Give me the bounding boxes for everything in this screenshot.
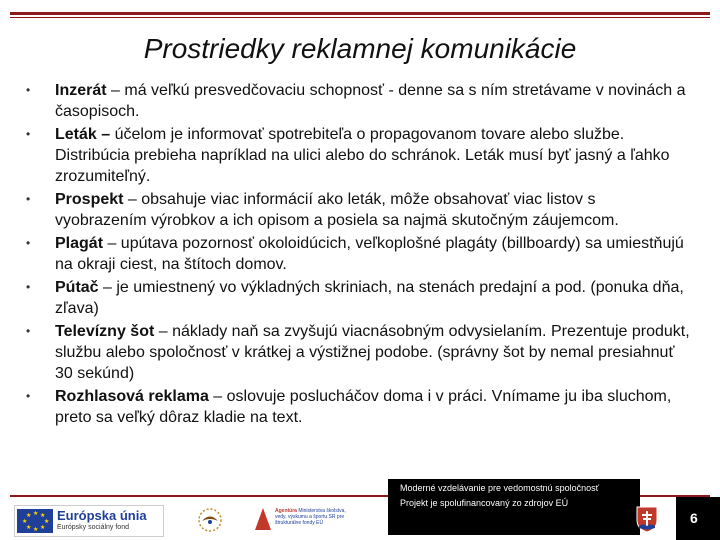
- agency-logo-icon: Agentúra Ministerstva školstva, vedy, výskumu a športu SR pre štrukturálne fondy EÚ: [255, 506, 347, 534]
- bullet-icon: •: [26, 389, 31, 403]
- item-text: – má veľkú presvedčovaciu schopnosť - denne sa s ním stretávame v novinách a časopisoch.: [55, 82, 686, 120]
- page-number-box: [676, 497, 720, 540]
- footer-note-line2: Projekt je spolufinancovaný zo zdrojov EÚ: [400, 498, 569, 508]
- bird-logo-icon: [180, 506, 240, 534]
- bullet-icon: •: [26, 280, 31, 294]
- item-term: Pútač: [55, 279, 99, 296]
- bullet-icon: •: [26, 127, 31, 141]
- footer-note: [400, 481, 599, 511]
- top-rule: [10, 12, 710, 15]
- item-text: – obsahuje viac informácií ako leták, môže obsahovať viac listov s vyobrazením výrobkov a ich opisom a posiela sa najmä skutočným záujemcom.: [55, 191, 619, 229]
- slide-title: Prostriedky reklamnej komunikácie: [143, 33, 577, 64]
- bullet-icon: •: [26, 83, 31, 97]
- eu-subtitle: Európsky sociálny fond: [57, 524, 129, 531]
- list-item: [0, 386, 720, 428]
- top-rule-thin: [10, 17, 710, 18]
- bullet-icon: •: [26, 192, 31, 206]
- footer-note-line1: Moderné vzdelávanie pre vedomostnú spoločnosť: [400, 483, 599, 493]
- item-term: Leták –: [55, 126, 111, 143]
- item-text: – je umiestnený vo výkladných skriniach, na stenách predajní a pod. (ponuka dňa, zľava): [55, 279, 684, 317]
- coat-of-arms-icon: [634, 504, 660, 534]
- item-term: Plagát: [55, 235, 104, 252]
- list-item: [0, 233, 720, 275]
- item-text: – upútava pozornosť okoloidúcich, veľkoplošné plagáty (billboardy) sa umiestňujú na okraji ciest, na štítoch domov.: [55, 235, 684, 273]
- item-text: účelom je informovať spotrebiteľa o propagovanom tovare alebo službe. Distribúcia prebieha napríklad na ulici alebo do schránok. Leták musí byť jasný a ľahko zrozumiteľný.: [55, 126, 670, 185]
- item-text: – oslovuje poslucháčov doma i v práci. Vnímame ju iba sluchom, preto sa veľký dôraz kladie na text.: [55, 388, 672, 426]
- list-item: [0, 124, 720, 187]
- bullet-icon: •: [26, 236, 31, 250]
- item-term: Rozhlasová reklama: [55, 388, 209, 405]
- item-term: Prospekt: [55, 191, 124, 208]
- list-item: [0, 277, 720, 319]
- item-text: – náklady naň sa zvyšujú viacnásobným odvysielaním. Prezentuje produkt, službu alebo spoločnosť v krátkej a výstižnej podobe. (správny šot by nemal presiahnuť 30 sekúnd): [55, 323, 690, 382]
- eu-flag-icon: ★ ★ ★ ★ ★ ★ ★ ★: [17, 509, 53, 533]
- item-term: Inzerát: [55, 82, 107, 99]
- bullet-list: [0, 80, 720, 430]
- bullet-icon: •: [26, 324, 31, 338]
- list-item: [0, 80, 720, 122]
- list-item: [0, 321, 720, 384]
- page-number: 6: [690, 510, 698, 526]
- item-term: Televízny šot: [55, 323, 155, 340]
- list-item: [0, 189, 720, 231]
- eu-title: Európska únia: [57, 508, 147, 523]
- eu-logo: [14, 505, 164, 537]
